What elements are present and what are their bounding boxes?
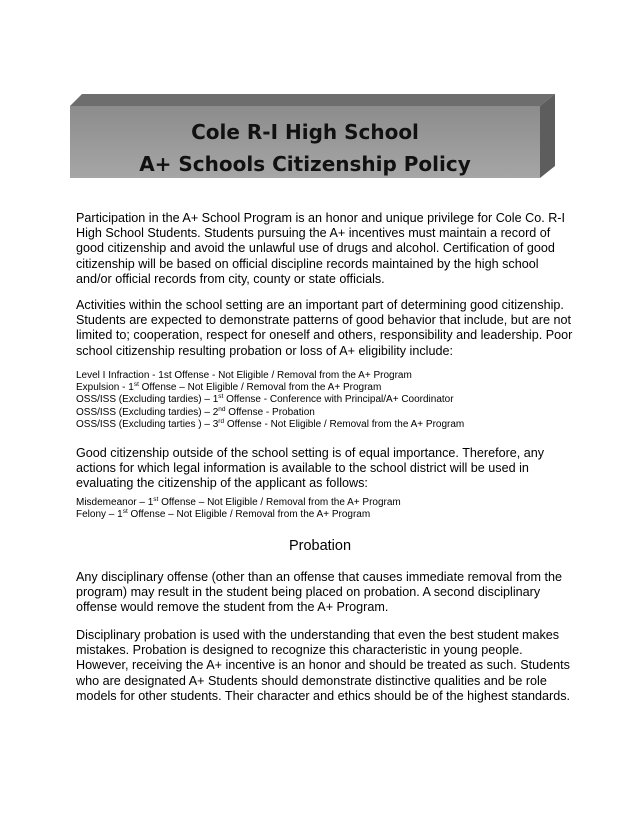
banner-side-bevel <box>540 94 555 178</box>
activities-paragraph: Activities within the school setting are an important part of determining good citizenship. Students are expected to demonstrate patterns of good behavior that include, but are not limited to; cooperation, respect for oneself and others, responsibility and leadership. Poor school citizenship resulting probation or loss of A+ eligibility include: <box>76 298 573 358</box>
banner-top-bevel <box>70 94 555 106</box>
offense-item: OSS/ISS (Excluding tardies) – 1st Offense - Conference with Principal/A+ Coordinator <box>76 393 454 406</box>
offense-item: Misdemeanor – 1st Offense – Not Eligible / Removal from the A+ Program <box>76 496 401 508</box>
school-title: Cole R-I High School <box>191 120 419 144</box>
title-banner <box>70 94 555 178</box>
offense-item: OSS/ISS (Excluding tarties ) – 3rd Offense - Not Eligible / Removal from the A+ Program <box>76 417 465 430</box>
banner-face <box>70 106 540 178</box>
outside-school-paragraph: Good citizenship outside of the school setting is of equal importance. Therefore, any actions for which legal information is available to the school district will be used in evaluating the citizenship of the applicant as follows: <box>76 446 545 491</box>
offense-item: Expulsion - 1st Offense – Not Eligible / Removal from the A+ Program <box>76 381 382 394</box>
probation-paragraph-2: Disciplinary probation is used with the understanding that even the best student makes mistakes. Probation is designed to recognize this characteristic in young people. However, receiving the A+ incentive is an honor and should be treated as such. Students who are designated A+ Students should demonstrate distinctive qualities and be role models for other students. Their character and ethics should be of the highest standards. <box>76 628 571 703</box>
probation-heading: Probation <box>288 538 352 554</box>
offense-item: Level I Infraction - 1st Offense - Not Eligible / Removal from the A+ Program <box>76 370 412 381</box>
probation-paragraph-1: Any disciplinary offense (other than an offense that causes immediate removal from the program) may result in the student being placed on probation. A second disciplinary offense would remove the student from the A+ Program. <box>76 570 563 615</box>
policy-title: A+ Schools Citizenship Policy <box>139 152 471 176</box>
intro-paragraph: Participation in the A+ School Program is an honor and unique privilege for Cole Co. R-I High School Students. Students pursuing the A+ incentives must maintain a record of good citizenship and avoid the unlawful use of drugs and alcohol. Certification of good citizenship will be based on official discipline records maintained by the high school and/or official records from city, county or state officials. <box>76 211 565 286</box>
school-offense-list <box>76 370 576 431</box>
offense-item: Felony – 1st Offense – Not Eligible / Removal from the A+ Program <box>76 508 371 521</box>
offense-item: OSS/ISS (Excluding tardies) – 2nd Offense - Probation <box>76 405 315 418</box>
legal-offense-list <box>76 497 576 521</box>
